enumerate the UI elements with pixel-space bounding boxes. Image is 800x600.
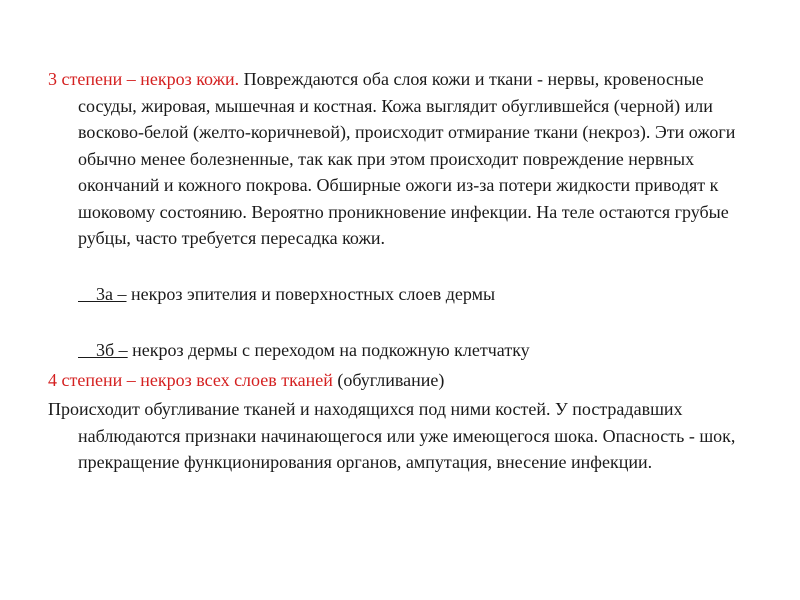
paragraph-grade-3 xyxy=(48,66,748,252)
paragraph-grade-4 xyxy=(48,367,748,394)
grade-4-text: (обугливание) xyxy=(332,369,445,390)
grade-3a-label: 3а – xyxy=(78,284,127,304)
grade-3b-text: некроз дермы с переходом на подкожную клетчатку xyxy=(127,340,530,360)
slide-content xyxy=(48,66,748,479)
grade-3a-text: некроз эпителия и поверхностных слоев дермы xyxy=(126,284,496,304)
grade-3b-label: 3б – xyxy=(78,340,128,360)
grade-4-description-text: Происходит обугливание тканей и находящихся под ними костей. У пострадавших наблюдаются признаки начинающегося или уже имеющегося шока. Опасность - шок, прекращение функционирования органов, ампутация, внесение инфекции. xyxy=(48,399,736,472)
grade-3-heading: 3 степени – некроз кожи. xyxy=(48,69,240,89)
grade-4-heading: 4 степени – некроз всех слоев тканей xyxy=(48,369,333,390)
paragraph-grade-3a xyxy=(48,255,748,308)
paragraph-grade-3b xyxy=(48,311,748,364)
paragraph-grade-4-description xyxy=(48,396,748,476)
grade-3-text: Повреждаются оба слоя кожи и ткани - нервы, кровеносные сосуды, жировая, мышечная и костная. Кожа выглядит обуглившейся (черной) или восково-белой (желто-коричневой), происходит отмирание ткани (некроз). Эти ожоги обычно менее болезненные, так как при этом происходит повреждение нервных окончаний и кожного покрова. Обширные ожоги из-за потери жидкости приводят к шоковому состоянию. Вероятно проникновение инфекции. На теле остаются грубые рубцы, часто требуется пересадка кожи. xyxy=(78,69,736,248)
